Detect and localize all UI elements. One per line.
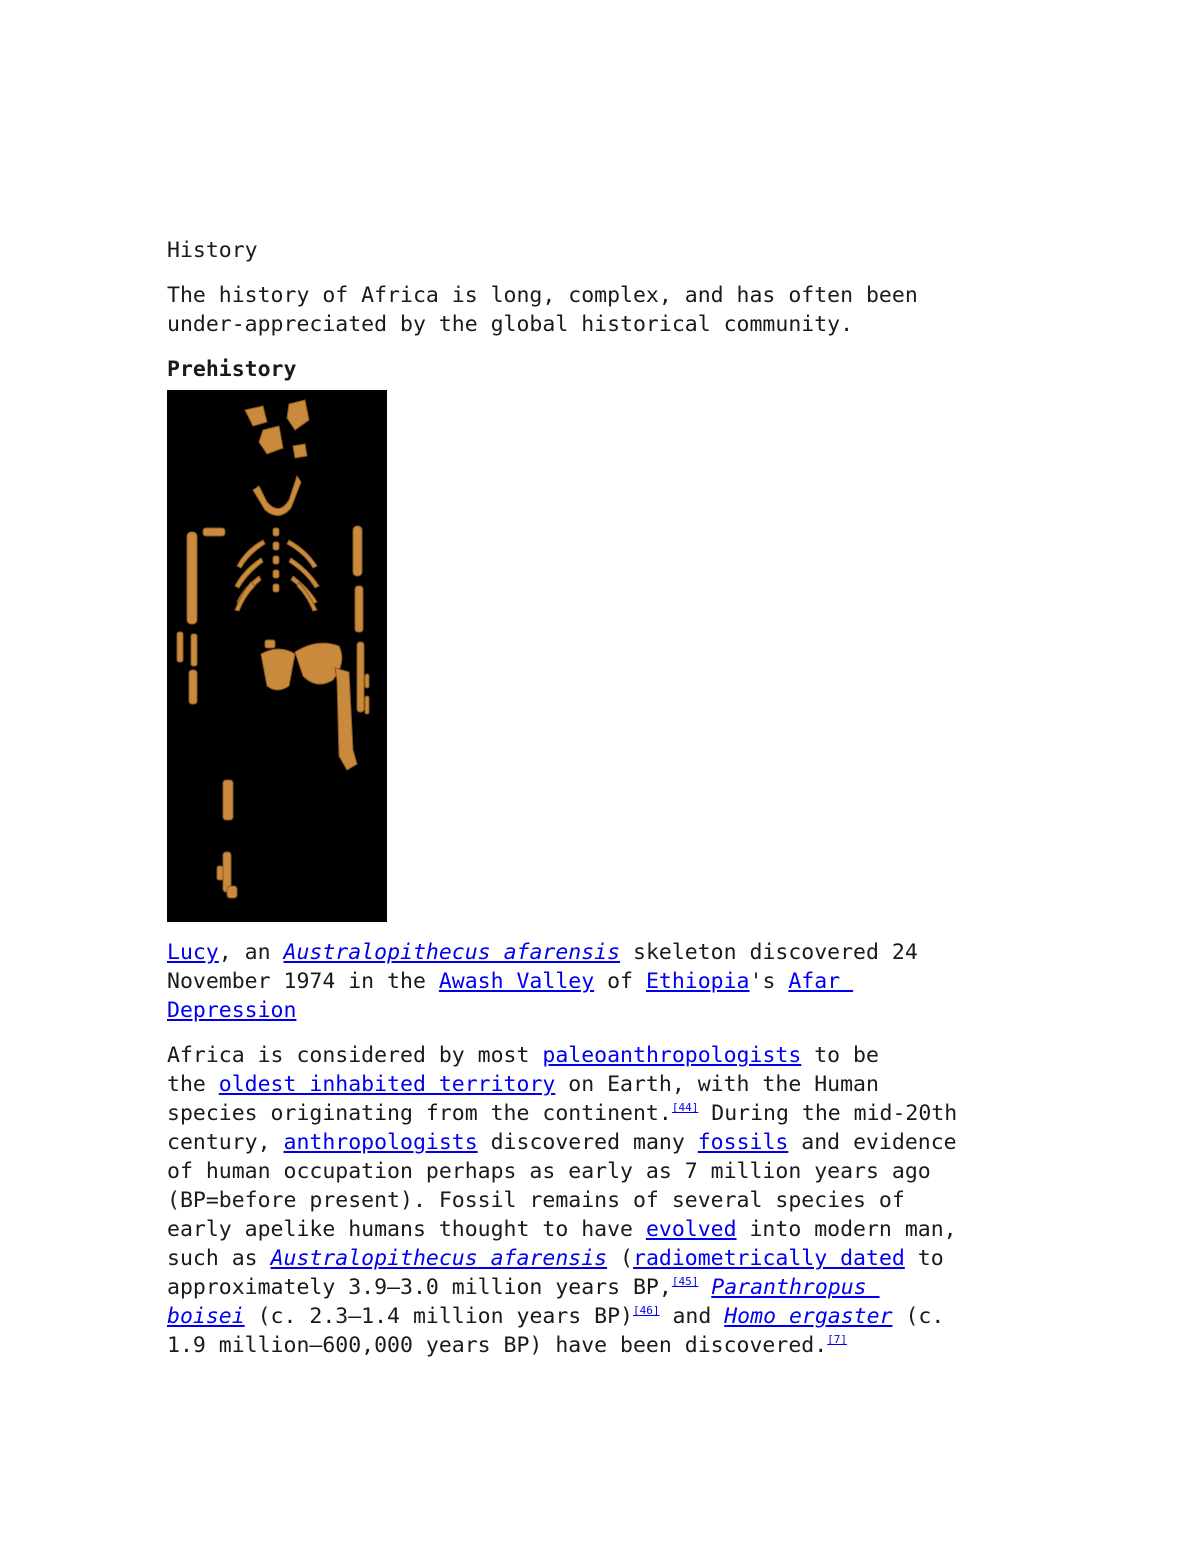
body-text: century,	[167, 1130, 284, 1155]
section-heading: History	[167, 238, 258, 263]
lucy-skeleton-image	[167, 390, 387, 922]
ethiopia-link[interactable]: Ethiopia	[645, 969, 750, 994]
body-line-11	[167, 1331, 1047, 1360]
oldest-inhabited-territory-link[interactable]: oldest inhabited territory	[218, 1072, 556, 1097]
body-line-6: (BP=before present). Fossil remains of several species of	[167, 1188, 905, 1213]
body-text: Africa is considered by most	[167, 1043, 543, 1068]
afar-depression-link-cont[interactable]: Depression	[167, 998, 297, 1023]
body-line-7	[167, 1215, 1047, 1244]
awash-valley-link[interactable]: Awash Valley	[438, 969, 595, 994]
citation-46	[633, 1304, 660, 1317]
paranthropus-boisei-link[interactable]: Paranthropus	[711, 1275, 880, 1300]
radiometrically-dated-link[interactable]: radiometrically dated	[633, 1246, 905, 1271]
paleoanthropologists-link[interactable]: paleoanthropologists	[542, 1043, 802, 1068]
paranthropus-boisei-link-cont[interactable]: boisei	[167, 1304, 245, 1329]
image-caption	[167, 938, 1047, 1025]
body-text: species originating from the continent.	[167, 1101, 672, 1126]
australopithecus-afarensis-link[interactable]: Australopithecus afarensis	[283, 940, 621, 965]
body-text: early apelike humans thought to have	[167, 1217, 646, 1242]
afar-depression-link[interactable]: Afar	[788, 969, 854, 994]
caption-text: November 1974 in the	[167, 969, 439, 994]
caption-text: 's	[749, 969, 789, 994]
intro-line-1: The history of Africa is long, complex, and has often been	[167, 283, 918, 308]
body-text: and	[659, 1304, 725, 1329]
citation-44	[672, 1101, 699, 1114]
body-line-8	[167, 1244, 1047, 1273]
body-line-4	[167, 1128, 1047, 1157]
intro-line-2: under-appreciated by the global historical community.	[167, 312, 854, 337]
caption-line-2	[167, 967, 1047, 996]
body-text: to	[904, 1246, 944, 1271]
caption-text: of	[594, 969, 646, 994]
body-text: the	[167, 1072, 219, 1097]
caption-line-1	[167, 938, 1047, 967]
caption-line-3	[167, 996, 1047, 1025]
body-text: on Earth, with the Human	[555, 1072, 879, 1097]
citation-45	[672, 1275, 699, 1288]
fossils-link[interactable]: fossils	[697, 1130, 789, 1155]
body-line-3	[167, 1099, 1047, 1128]
citation-45-link[interactable]: [45]	[671, 1275, 699, 1288]
body-text: discovered many	[477, 1130, 698, 1155]
citation-46-link[interactable]: [46]	[633, 1304, 660, 1317]
body-text: into modern man,	[736, 1217, 957, 1242]
anthropologists-link[interactable]: anthropologists	[283, 1130, 478, 1155]
body-line-2	[167, 1070, 1047, 1099]
intro-paragraph	[167, 281, 1047, 339]
body-text: approximately 3.9–3.0 million years BP,	[167, 1275, 672, 1300]
body-text: and evidence	[788, 1130, 957, 1155]
caption-text: , an	[218, 940, 284, 965]
evolved-link[interactable]: evolved	[645, 1217, 737, 1242]
body-paragraph	[167, 1041, 1047, 1360]
citation-7-link[interactable]: [7]	[827, 1333, 848, 1346]
body-line-5: of human occupation perhaps as early as 7 million years ago	[167, 1159, 931, 1184]
subsection-heading: Prehistory	[167, 357, 297, 382]
citation-44-link[interactable]: [44]	[671, 1101, 699, 1114]
body-text: to be	[801, 1043, 879, 1068]
body-line-10	[167, 1302, 1047, 1331]
body-line-1	[167, 1041, 1047, 1070]
citation-7	[827, 1333, 847, 1346]
body-line-9	[167, 1273, 1047, 1302]
caption-text: skeleton discovered 24	[620, 940, 918, 965]
body-text: such as	[167, 1246, 271, 1271]
body-text: (c. 2.3–1.4 million years BP)	[244, 1304, 633, 1329]
homo-ergaster-link[interactable]: Homo ergaster	[724, 1304, 893, 1329]
body-text	[698, 1275, 711, 1300]
body-text: 1.9 million–600,000 years BP) have been discovered.	[167, 1333, 828, 1358]
australopithecus-afarensis-body-link[interactable]: Australopithecus afarensis	[270, 1246, 608, 1271]
lucy-link[interactable]: Lucy	[167, 940, 219, 965]
body-text: (	[607, 1246, 633, 1271]
body-text: (c.	[892, 1304, 945, 1329]
document-page	[167, 236, 1047, 1360]
body-text: During the mid-20th	[698, 1101, 958, 1126]
